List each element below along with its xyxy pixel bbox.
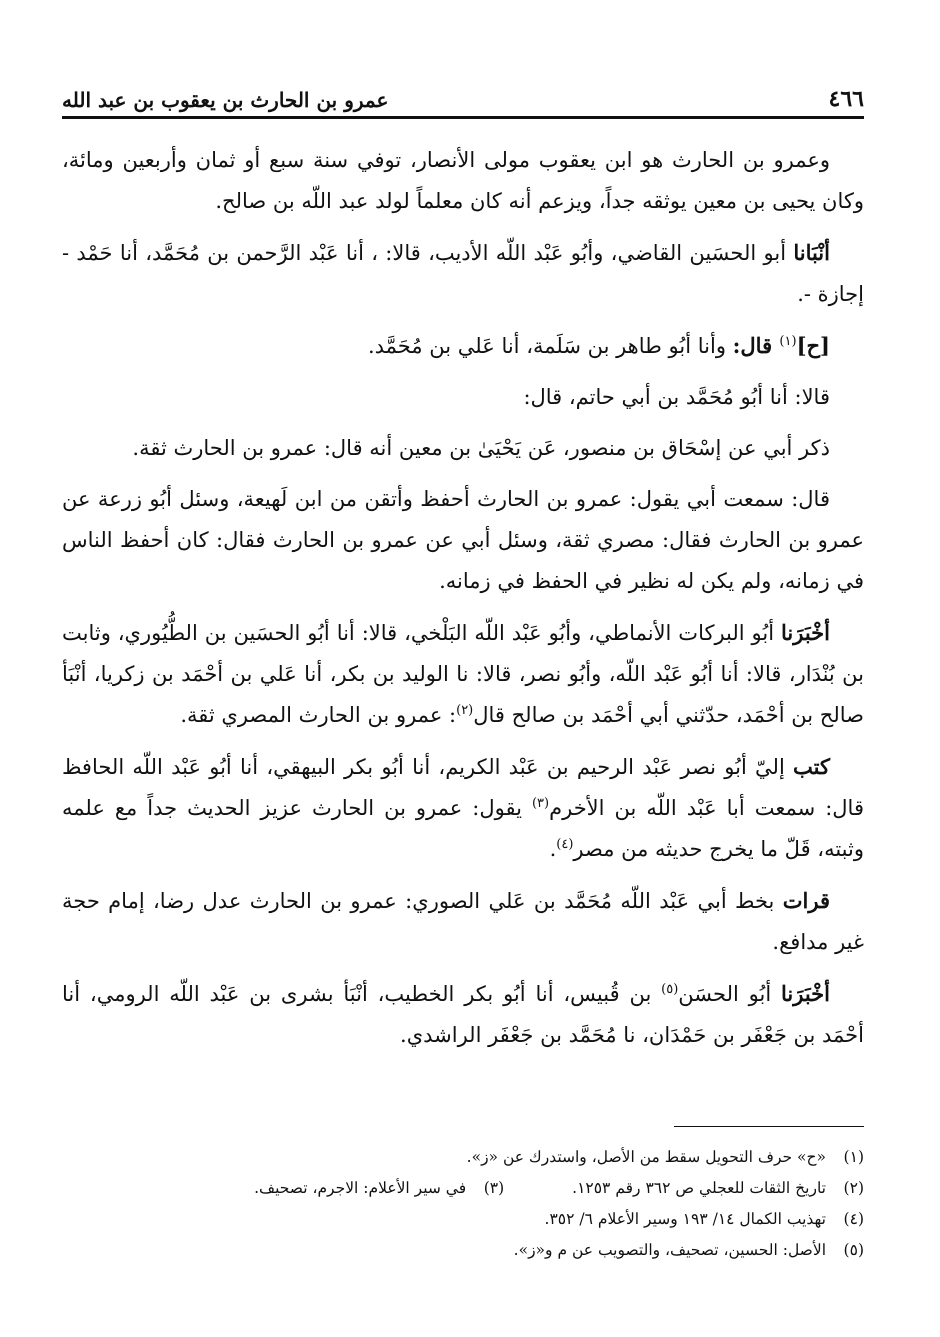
page-header	[62, 76, 864, 119]
paragraph-text: : عمرو بن الحارث المصري ثقة.	[180, 703, 457, 727]
paragraph-text: بن قُبيس، أنا أبُو بكر الخطيب، أنْبَأ بشرى بن عَبْد اللّه الرومي، أنا أحْمَد بن جَعْفَر بن حَمْدَان، نا مُحَمَّد بن جَعْفَر الراشدي.	[62, 982, 864, 1047]
paragraph-text: وعمرو بن الحارث هو ابن يعقوب مولى الأنصار، توفي سنة سبع أو ثمان وأربعين ومائة، وكان يحيى بن معين يوثقه جداً، ويزعم أنه كان معلماً لولد عبد اللّه بن صالح.	[62, 148, 864, 213]
paragraph-9	[62, 880, 864, 963]
keyword: كتب	[793, 754, 830, 779]
footnote-ref: (٤)	[556, 837, 574, 852]
keyword: أخْبَرَنا	[781, 620, 830, 645]
footnote-2	[62, 1173, 864, 1204]
footnote-number: (١)	[843, 1148, 864, 1166]
footnote-ref: (٢)	[456, 703, 474, 718]
paragraph-text: .	[549, 837, 557, 861]
paragraph-text: أبُو الحسَن	[678, 982, 782, 1006]
footnote-text: «ح» حرف التحويل سقط من الأصل، واستدرك عن «ز».	[466, 1148, 826, 1166]
keyword: قال:	[732, 333, 780, 358]
body-text	[62, 140, 864, 1066]
paragraph-7	[62, 612, 864, 736]
footnote-4	[62, 1204, 864, 1235]
paragraph-3	[62, 325, 864, 367]
footnote-ref: (٥)	[661, 982, 679, 997]
paragraph-text: أبو الحسَين القاضي، وأبُو عَبْد اللّه الأديب، قالا: ، أنا عَبْد الرَّحمن بن مُحَمَّد، أنا حَمْد - إجازة -.	[62, 241, 864, 306]
paragraph-text: ذكر أبي عن إسْحَاق بن منصور، عَن يَحْيَىٰ بن معين أنه قال: عمرو بن الحارث ثقة.	[132, 436, 830, 460]
keyword: [ح]	[796, 333, 830, 358]
footnote-number: (٣)	[483, 1179, 505, 1197]
footnote-ref: (٣)	[531, 796, 550, 811]
spacer	[514, 1173, 562, 1204]
keyword: قرات	[782, 888, 830, 913]
paragraph-8	[62, 746, 864, 870]
footnote-text: في سير الأعلام: الاجرم، تصحيف.	[254, 1179, 467, 1197]
page-number: ٤٦٦	[828, 86, 864, 112]
footnote-ref: (١)	[779, 334, 797, 349]
paragraph-text: وأنا أبُو طاهر بن سَلَمة، أنا عَلي بن مُحَمَّد.	[367, 334, 733, 358]
paragraph-4	[62, 377, 864, 418]
keyword: أخْبَرَنا	[781, 981, 830, 1006]
footnote-number: (٢)	[843, 1179, 864, 1197]
footnote-text: تهذيب الكمال ١٤/ ١٩٣ وسير الأعلام ٦/ ٣٥٢.	[544, 1210, 826, 1228]
paragraph-5	[62, 428, 864, 469]
footnote-1	[62, 1142, 864, 1173]
paragraph-1	[62, 140, 864, 222]
footnote-text: تاريخ الثقات للعجلي ص ٣٦٢ رقم ١٢٥٣.	[572, 1179, 826, 1197]
paragraph-6	[62, 479, 864, 602]
footnote-number: (٥)	[843, 1241, 864, 1259]
paragraph-text: يقول: عمرو بن الحارث عزيز الحديث جداً مع علمه وثبته، قَلّ ما يخرج حديثه من مصر	[62, 796, 864, 861]
paragraph-2	[62, 232, 864, 315]
footnote-text: الأصل: الحسين، تصحيف، والتصويب عن م و«ز».	[513, 1241, 826, 1259]
footnote-5	[62, 1235, 864, 1266]
paragraph-text: قال: سمعت أبي يقول: عمرو بن الحارث أحفظ وأتقن من ابن لَهيعة، وسئل أبُو زرعة عن عمرو بن الحارث فقال: مصري ثقة، وسئل أبي عن عمرو بن الحارث فقال: كان أحفظ الناس في زمانه، ولم يكن له نظير في الحفظ في زمانه.	[62, 487, 864, 593]
paragraph-10	[62, 973, 864, 1056]
paragraph-text: أبُو البركات الأنماطي، وأبُو عَبْد اللّه البَلْخي، قالا: أنا أبُو الحسَين بن الطُّيُوري، وثابت بن بُنْدَار، قالا: أنا أبُو عَبْد اللّه، وأبُو نصر، قالا: نا الوليد بن بكر، أنا عَلي بن أحْمَد بن زكريا، أنْبَأ صالح بن أحْمَد، حدّثني أبي أحْمَد بن صالح قال	[62, 621, 864, 727]
footnote-number: (٤)	[843, 1210, 864, 1228]
paragraph-text: بخط أبي عَبْد اللّه مُحَمَّد بن عَلي الصوري: عمرو بن الحارث عدل رضا، إمام حجة غير مدافع.	[62, 889, 864, 954]
keyword: أنْبَانا	[793, 240, 830, 265]
footnotes	[62, 1142, 864, 1266]
paragraph-text: إليّ أبُو نصر عَبْد الرحيم بن عَبْد الكريم، أنا أبُو بكر البيهقي، أنا أبُو عَبْد اللّه الحافظ قال: سمعت أبا عَبْد اللّه بن الأخرم	[62, 755, 864, 820]
paragraph-text: قالا: أنا أبُو مُحَمَّد بن أبي حاتم، قال:	[523, 385, 830, 409]
running-title: عمرو بن الحارث بن يعقوب بن عبد الله	[62, 88, 389, 112]
footnote-divider	[674, 1126, 864, 1127]
